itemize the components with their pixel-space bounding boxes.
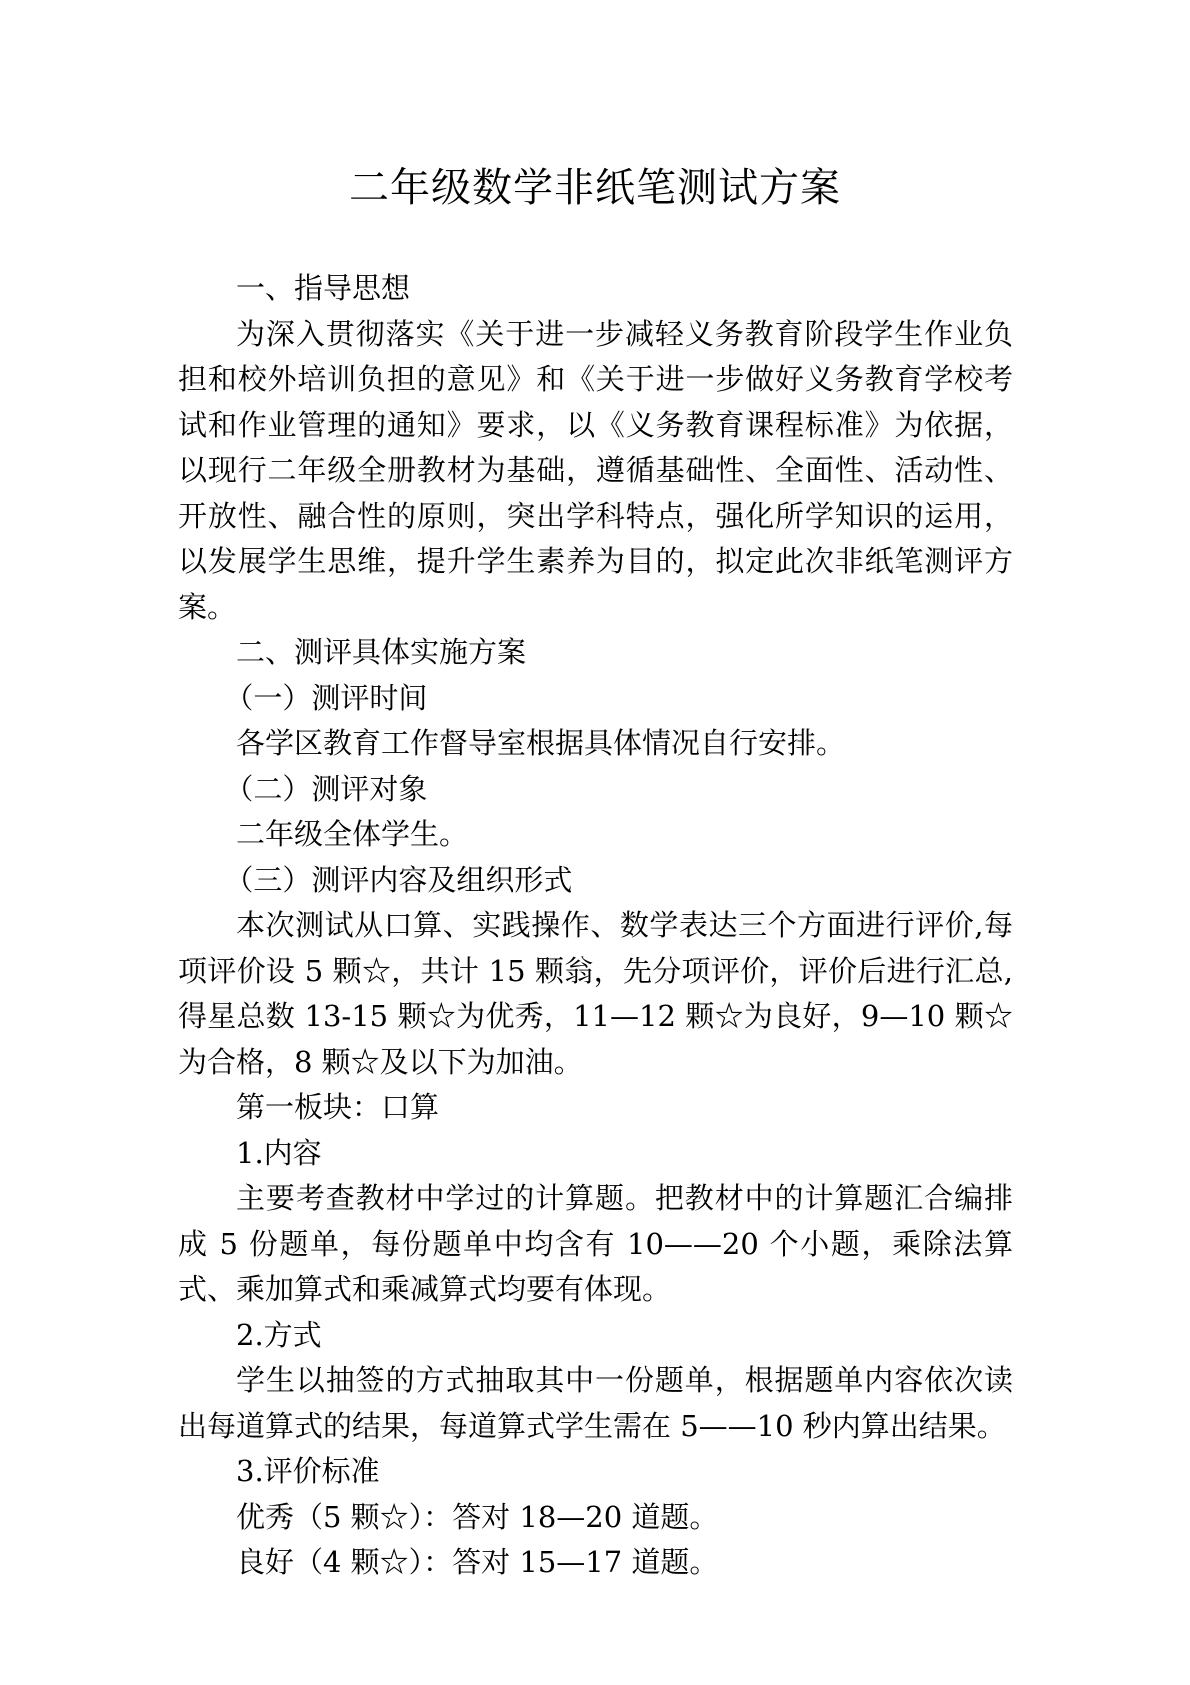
paragraph-content: 本次测试从口算、实践操作、数学表达三个方面进行评价,每项评价设 5 颗☆，共计 15 颗翁，先分项评价，评价后进行汇总,得星总数 13-15 颗☆为优秀，11—12 颗☆为良好，9—10 颗☆为合格，8 颗☆及以下为加油。 [178, 908, 1013, 1079]
heading-item-method: 2.方式 [236, 1317, 322, 1352]
heading-block-one: 第一板块：口算 [236, 1090, 440, 1124]
subheading-target: （二）测评对象 [224, 771, 428, 806]
paragraph-time: 各学区教育工作督导室根据具体情况自行安排。 [236, 726, 846, 760]
document-title: 二年级数学非纸笔测试方案 [349, 165, 841, 211]
paragraph-good: 良好（4 颗☆）：答对 15—17 道题。 [236, 1545, 719, 1579]
subheading-content: （三）测评内容及组织形式 [224, 862, 573, 897]
document-body [178, 266, 1013, 1586]
heading-item-standard: 3.评价标准 [236, 1454, 380, 1488]
heading-implementation: 二、测评具体实施方案 [236, 635, 527, 669]
paragraph-guiding-idea: 为深入贯彻落实《关于进一步减轻义务教育阶段学生作业负担和校外培训负担的意见》和《关于进一步做好义务教育学校考试和作业管理的通知》要求，以《义务教育课程标准》为依据，以现行二年级全册教材为基础，遵循基础性、全面性、活动性、开放性、融合性的原则，突出学科特点，强化所学知识的运用，以发展学生思维，提升学生素养为目的，拟定此次非纸笔测评方案。 [178, 316, 1013, 624]
paragraph-excellent: 优秀（5 颗☆）：答对 18—20 道题。 [236, 1499, 719, 1534]
paragraph-item-method: 学生以抽签的方式抽取其中一份题单，根据题单内容依次读出每道算式的结果，每道算式学生需在 5——10 秒内算出结果。 [178, 1363, 1013, 1443]
paragraph-item-content: 主要考查教材中学过的计算题。把教材中的计算题汇合编排成 5 份题单，每份题单中均含有 10——20 个小题，乘除法算式、乘加算式和乘减算式均要有体现。 [178, 1181, 1013, 1306]
heading-guiding-idea: 一、指导思想 [236, 271, 411, 305]
paragraph-target: 二年级全体学生。 [236, 817, 469, 851]
subheading-time: （一）测评时间 [224, 680, 428, 715]
heading-item-content: 1.内容 [236, 1135, 322, 1170]
